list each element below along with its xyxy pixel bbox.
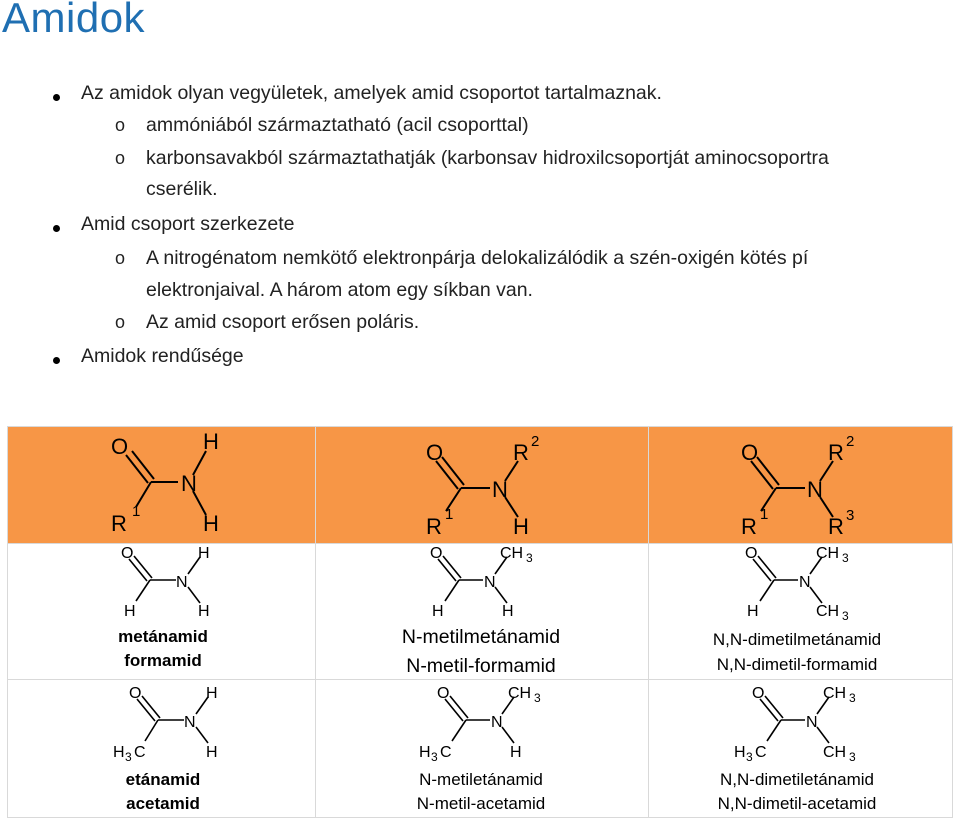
atom-c: C bbox=[440, 744, 452, 761]
atom-h: H bbox=[113, 744, 125, 761]
sub-bullet-marker: o bbox=[115, 115, 126, 135]
compound-name: metánamid bbox=[118, 627, 208, 646]
atom-h: H bbox=[432, 603, 444, 620]
page-title: Amidok bbox=[2, 0, 146, 41]
bullet-dot bbox=[53, 225, 60, 232]
header-structures bbox=[8, 427, 952, 543]
atom-h: H bbox=[419, 744, 431, 761]
sub-bullet-marker: o bbox=[115, 312, 126, 332]
atom-sub: 3 bbox=[849, 691, 856, 705]
atom-r-index: 1 bbox=[132, 503, 141, 520]
atom-h: H bbox=[198, 545, 210, 562]
atom-c: C bbox=[134, 744, 146, 761]
atom-r-index: 2 bbox=[846, 433, 855, 450]
atom-ch: CH bbox=[823, 744, 847, 761]
atom-sub: 3 bbox=[526, 551, 533, 565]
atom-sub: 3 bbox=[534, 691, 541, 705]
atom-o: O bbox=[437, 685, 450, 702]
atom-h: H bbox=[206, 685, 218, 702]
compound-name: N-metil-acetamid bbox=[416, 794, 546, 813]
atom-h: H bbox=[513, 514, 529, 539]
atom-r-index: 3 bbox=[846, 507, 855, 524]
atom-r-index: 1 bbox=[445, 506, 454, 523]
compound-name: N,N-dimetiletánamid bbox=[720, 770, 874, 789]
atom-o: O bbox=[752, 685, 765, 702]
atom-ch: CH bbox=[816, 545, 840, 562]
sub-bullet-marker: o bbox=[115, 148, 126, 168]
atom-n: N bbox=[806, 714, 818, 731]
compound-name: N,N-dimetilmetánamid bbox=[712, 630, 882, 649]
compound-name: acetamid bbox=[126, 794, 200, 813]
atom-sub: 3 bbox=[431, 750, 438, 764]
bullet-text: Az amidok olyan vegyületek, amelyek amid csoportot tartalmaznak. bbox=[81, 82, 662, 104]
atom-o: O bbox=[426, 440, 444, 465]
atom-n: N bbox=[492, 477, 508, 502]
atom-h: H bbox=[198, 603, 210, 620]
atom-ch: CH bbox=[508, 685, 532, 702]
compound-name: formamid bbox=[124, 651, 202, 670]
bullet-text: Amidok rendűsége bbox=[81, 345, 244, 367]
amide-table bbox=[7, 426, 953, 818]
atom-r: R bbox=[426, 514, 442, 539]
atom-sub: 3 bbox=[842, 609, 849, 623]
sub-bullet-text-cont: cserélik. bbox=[146, 178, 218, 200]
atom-r: R bbox=[741, 514, 757, 539]
atom-h: H bbox=[747, 603, 759, 620]
atom-r: R bbox=[828, 514, 844, 539]
atom-ch: CH bbox=[500, 545, 524, 562]
compound-name: N-metiletánamid bbox=[419, 770, 543, 789]
atom-n: N bbox=[807, 477, 823, 502]
atom-h: H bbox=[502, 603, 514, 620]
atom-h: H bbox=[734, 744, 746, 761]
atom-h: H bbox=[203, 429, 219, 454]
atom-o: O bbox=[430, 545, 443, 562]
atom-sub: 3 bbox=[746, 750, 753, 764]
atom-o: O bbox=[111, 434, 129, 459]
sub-bullet-marker: o bbox=[115, 248, 126, 268]
atom-n: N bbox=[184, 714, 196, 731]
sub-bullet-text: ammóniából származtatható (acil csoporttal) bbox=[146, 114, 529, 136]
atom-o: O bbox=[129, 685, 142, 702]
sub-bullet-text: Az amid csoport erősen poláris. bbox=[146, 311, 420, 333]
atom-r: R bbox=[111, 511, 127, 536]
atom-o: O bbox=[745, 545, 758, 562]
atom-sub: 3 bbox=[849, 750, 856, 764]
atom-n: N bbox=[484, 574, 496, 591]
atom-h: H bbox=[510, 744, 522, 761]
compound-name: N,N-dimetil-formamid bbox=[716, 655, 878, 674]
compound-name: N-metilmetánamid bbox=[401, 626, 561, 648]
atom-r-index: 2 bbox=[531, 433, 540, 450]
atom-c: C bbox=[755, 744, 767, 761]
atom-ch: CH bbox=[823, 685, 847, 702]
compound-name: N,N-dimetil-acetamid bbox=[717, 794, 877, 813]
atom-n: N bbox=[181, 471, 197, 496]
sub-bullet-text: karbonsavakból származtathatják (karbonsav hidroxilcsoportját aminocsoportra bbox=[146, 147, 829, 169]
sub-bullet-text-cont: elektronjaival. A három atom egy síkban van. bbox=[146, 279, 533, 301]
atom-sub: 3 bbox=[842, 551, 849, 565]
atom-o: O bbox=[741, 440, 759, 465]
atom-n: N bbox=[799, 574, 811, 591]
bullet-dot bbox=[53, 357, 60, 364]
sub-bullet-text: A nitrogénatom nemkötő elektronpárja delokalizálódik a szén-oxigén kötés pí bbox=[146, 247, 809, 269]
atom-h: H bbox=[203, 511, 219, 536]
compound-name: etánamid bbox=[125, 770, 201, 789]
atom-sub: 3 bbox=[125, 750, 132, 764]
compound-name: N-metil-formamid bbox=[406, 655, 556, 677]
atom-n: N bbox=[176, 574, 188, 591]
atom-r-index: 1 bbox=[760, 506, 769, 523]
bullet-text: Amid csoport szerkezete bbox=[81, 213, 295, 235]
atom-h: H bbox=[206, 744, 218, 761]
bullet-dot bbox=[53, 94, 60, 101]
atom-r: R bbox=[828, 440, 844, 465]
atom-ch: CH bbox=[816, 603, 840, 620]
atom-h: H bbox=[124, 603, 136, 620]
atom-o: O bbox=[121, 545, 134, 562]
atom-n: N bbox=[491, 714, 503, 731]
atom-r: R bbox=[513, 440, 529, 465]
